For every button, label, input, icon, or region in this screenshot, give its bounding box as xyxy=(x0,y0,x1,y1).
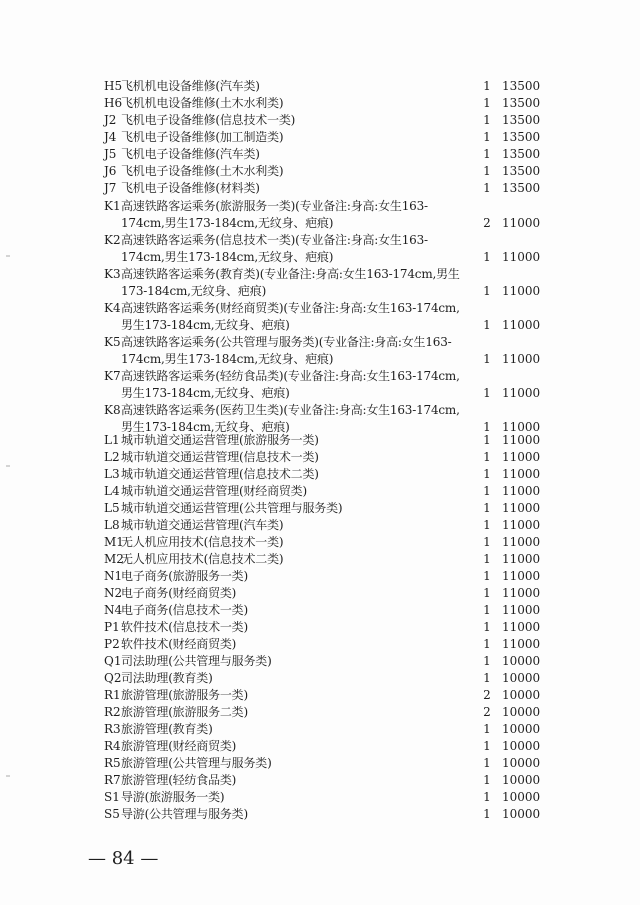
tuition-fee: 11000 xyxy=(502,433,541,447)
tuition-fee: 10000 xyxy=(502,756,541,770)
tuition-fee: 10000 xyxy=(502,705,541,719)
major-code: J4 xyxy=(104,130,117,144)
major-code: M2 xyxy=(104,552,124,566)
plan-count: 1 xyxy=(483,654,491,668)
table-row xyxy=(0,112,640,129)
major-name: 软件技术(信息技术一类) xyxy=(121,620,248,634)
major-code: J5 xyxy=(104,147,117,161)
major-code: R1 xyxy=(104,688,121,702)
plan-count: 1 xyxy=(483,352,491,366)
major-name: 司法助理(公共管理与服务类) xyxy=(121,654,272,668)
tuition-fee: 11000 xyxy=(502,586,541,600)
tuition-fee: 10000 xyxy=(502,654,541,668)
plan-count: 1 xyxy=(483,756,491,770)
major-name: 电子商务(信息技术一类) xyxy=(121,603,248,617)
major-name: 高速铁路客运乘务(信息技术一类)(专业备注:身高:女生163-174cm,男生173-184cm,无纹身、疤痕) xyxy=(121,233,428,264)
tuition-fee: 11000 xyxy=(502,535,541,549)
table-row xyxy=(0,619,640,636)
plan-count: 1 xyxy=(483,467,491,481)
plan-count: 1 xyxy=(483,620,491,634)
tuition-fee: 10000 xyxy=(502,688,541,702)
plan-count: 1 xyxy=(483,807,491,821)
major-code: R2 xyxy=(104,705,121,719)
major-code: Q1 xyxy=(104,654,122,668)
table-row xyxy=(0,670,640,687)
plan-count: 1 xyxy=(483,318,491,332)
tuition-fee: 11000 xyxy=(502,484,541,498)
major-name: 飞机电子设备维修(汽车类) xyxy=(121,147,260,161)
plan-count: 2 xyxy=(483,216,491,230)
tuition-fee: 11000 xyxy=(502,518,541,532)
plan-count: 1 xyxy=(483,569,491,583)
table-row xyxy=(0,78,640,95)
plan-count: 1 xyxy=(483,181,491,195)
plan-count: 2 xyxy=(483,688,491,702)
major-code: P1 xyxy=(104,620,120,634)
tuition-fee: 10000 xyxy=(502,739,541,753)
table-row xyxy=(0,402,640,436)
table-row xyxy=(0,534,640,551)
tuition-fee: 13500 xyxy=(502,79,541,93)
major-name: 无人机应用技术(信息技术二类) xyxy=(121,552,284,566)
major-code: R4 xyxy=(104,739,121,753)
major-code: N1 xyxy=(104,569,123,583)
table-row xyxy=(0,368,640,402)
tuition-fee: 11000 xyxy=(502,284,541,298)
major-code: J6 xyxy=(104,164,117,178)
major-code: S1 xyxy=(104,790,120,804)
plan-count: 1 xyxy=(483,637,491,651)
major-name: 城市轨道交通运营管理(信息技术一类) xyxy=(121,450,319,464)
major-name: 旅游管理(旅游服务一类) xyxy=(121,688,248,702)
table-row xyxy=(0,500,640,517)
table-row xyxy=(0,232,640,266)
tuition-fee: 10000 xyxy=(502,807,541,821)
major-name: 旅游管理(轻纺食品类) xyxy=(121,773,237,787)
tuition-fee: 11000 xyxy=(502,620,541,634)
table-row xyxy=(0,334,640,368)
table-row xyxy=(0,602,640,619)
plan-count: 1 xyxy=(483,773,491,787)
major-code: P2 xyxy=(104,637,120,651)
table-row xyxy=(0,755,640,772)
major-code: R5 xyxy=(104,756,121,770)
major-name: 电子商务(财经商贸类) xyxy=(121,586,237,600)
major-name: 高速铁路客运乘务(旅游服务一类)(专业备注:身高:女生163-174cm,男生173-184cm,无纹身、疤痕) xyxy=(121,199,428,230)
plan-count: 1 xyxy=(483,535,491,549)
major-code: K1 xyxy=(104,199,121,213)
tuition-fee: 11000 xyxy=(502,420,541,434)
plan-count: 1 xyxy=(483,722,491,736)
tuition-fee: 11000 xyxy=(502,603,541,617)
major-code: N4 xyxy=(104,603,123,617)
plan-count: 1 xyxy=(483,586,491,600)
major-code: L2 xyxy=(104,450,120,464)
major-name: 软件技术(财经商贸类) xyxy=(121,637,237,651)
major-code: Q2 xyxy=(104,671,122,685)
major-code: J2 xyxy=(104,113,117,127)
page-number: — 84 — xyxy=(88,848,159,869)
table-row xyxy=(0,432,640,449)
table-row xyxy=(0,772,640,789)
tuition-fee: 13500 xyxy=(502,130,541,144)
major-name: 高速铁路客运乘务(医药卫生类)(专业备注:身高:女生163-174cm,男生173-184cm,无纹身、疤痕) xyxy=(121,403,460,434)
table-row xyxy=(0,585,640,602)
tuition-fee: 11000 xyxy=(502,352,541,366)
major-name: 高速铁路客运乘务(教育类)(专业备注:身高:女生163-174cm,男生173-184cm,无纹身、疤痕) xyxy=(121,267,460,298)
table-row xyxy=(0,95,640,112)
major-code: K5 xyxy=(104,335,121,349)
plan-count: 1 xyxy=(483,284,491,298)
major-code: H5 xyxy=(104,79,123,93)
table-row xyxy=(0,180,640,197)
tuition-fee: 13500 xyxy=(502,113,541,127)
plan-count: 1 xyxy=(483,739,491,753)
plan-count: 1 xyxy=(483,96,491,110)
table-row xyxy=(0,300,640,334)
major-name: 导游(旅游服务一类) xyxy=(121,790,225,804)
major-code: N2 xyxy=(104,586,123,600)
major-name: 城市轨道交通运营管理(汽车类) xyxy=(121,518,284,532)
major-name: 高速铁路客运乘务(公共管理与服务类)(专业备注:身高:女生163-174cm,男生173-184cm,无纹身、疤痕) xyxy=(121,335,452,366)
tuition-fee: 11000 xyxy=(502,318,541,332)
table-row xyxy=(0,738,640,755)
major-code: L1 xyxy=(104,433,120,447)
plan-count: 1 xyxy=(483,147,491,161)
major-name: 旅游管理(公共管理与服务类) xyxy=(121,756,272,770)
tuition-fee: 11000 xyxy=(502,569,541,583)
table-row xyxy=(0,483,640,500)
plan-count: 1 xyxy=(483,113,491,127)
tuition-fee: 13500 xyxy=(502,96,541,110)
major-name: 旅游管理(旅游服务二类) xyxy=(121,705,248,719)
table-row xyxy=(0,146,640,163)
tuition-fee: 11000 xyxy=(502,467,541,481)
table-row xyxy=(0,129,640,146)
major-name: 旅游管理(教育类) xyxy=(121,722,213,736)
table-row xyxy=(0,721,640,738)
plan-count: 1 xyxy=(483,790,491,804)
major-name: 飞机电子设备维修(加工制造类) xyxy=(121,130,284,144)
tuition-fee: 11000 xyxy=(502,552,541,566)
major-name: 飞机机电设备维修(土木水利类) xyxy=(121,96,284,110)
tuition-fee: 11000 xyxy=(502,501,541,515)
plan-count: 1 xyxy=(483,130,491,144)
plan-count: 1 xyxy=(483,603,491,617)
tuition-fee: 10000 xyxy=(502,790,541,804)
tuition-fee: 11000 xyxy=(502,250,541,264)
plan-count: 1 xyxy=(483,250,491,264)
plan-count: 1 xyxy=(483,671,491,685)
major-code: J7 xyxy=(104,181,117,195)
plan-count: 1 xyxy=(483,501,491,515)
major-name: 城市轨道交通运营管理(旅游服务一类) xyxy=(121,433,319,447)
tuition-fee: 11000 xyxy=(502,216,541,230)
table-row xyxy=(0,449,640,466)
plan-count: 1 xyxy=(483,420,491,434)
major-code: K4 xyxy=(104,301,121,315)
table-row xyxy=(0,636,640,653)
plan-count: 1 xyxy=(483,552,491,566)
plan-count: 1 xyxy=(483,484,491,498)
major-name: 司法助理(教育类) xyxy=(121,671,213,685)
major-code: K8 xyxy=(104,403,121,417)
plan-count: 1 xyxy=(483,518,491,532)
tuition-fee: 13500 xyxy=(502,164,541,178)
table-row xyxy=(0,517,640,534)
tuition-fee: 11000 xyxy=(502,450,541,464)
tuition-fee: 10000 xyxy=(502,722,541,736)
table-row xyxy=(0,704,640,721)
plan-count: 2 xyxy=(483,705,491,719)
major-code: K3 xyxy=(104,267,121,281)
major-code: R7 xyxy=(104,773,121,787)
major-code: H6 xyxy=(104,96,123,110)
tuition-fee: 10000 xyxy=(502,773,541,787)
major-name: 飞机电子设备维修(信息技术一类) xyxy=(121,113,296,127)
major-code: K7 xyxy=(104,369,121,383)
table-row xyxy=(0,266,640,300)
major-code: M1 xyxy=(104,535,124,549)
tuition-fee: 11000 xyxy=(502,386,541,400)
major-code: L8 xyxy=(104,518,120,532)
plan-count: 1 xyxy=(483,79,491,93)
table-row xyxy=(0,198,640,232)
major-code: R3 xyxy=(104,722,121,736)
major-code: K2 xyxy=(104,233,121,247)
tuition-fee: 13500 xyxy=(502,181,541,195)
major-name: 旅游管理(财经商贸类) xyxy=(121,739,237,753)
major-name: 飞机机电设备维修(汽车类) xyxy=(121,79,260,93)
major-code: L3 xyxy=(104,467,120,481)
major-name: 导游(公共管理与服务类) xyxy=(121,807,248,821)
table-row xyxy=(0,806,640,823)
plan-count: 1 xyxy=(483,164,491,178)
major-name: 城市轨道交通运营管理(财经商贸类) xyxy=(121,484,307,498)
table-row xyxy=(0,466,640,483)
major-name: 飞机电子设备维修(材料类) xyxy=(121,181,260,195)
major-code: S5 xyxy=(104,807,120,821)
table-row xyxy=(0,163,640,180)
major-name: 电子商务(旅游服务一类) xyxy=(121,569,248,583)
major-name: 无人机应用技术(信息技术一类) xyxy=(121,535,284,549)
major-code: L5 xyxy=(104,501,120,515)
plan-count: 1 xyxy=(483,433,491,447)
table-row xyxy=(0,568,640,585)
major-name: 城市轨道交通运营管理(信息技术二类) xyxy=(121,467,319,481)
major-name: 高速铁路客运乘务(轻纺食品类)(专业备注:身高:女生163-174cm,男生173-184cm,无纹身、疤痕) xyxy=(121,369,460,400)
plan-count: 1 xyxy=(483,450,491,464)
tuition-fee: 13500 xyxy=(502,147,541,161)
tuition-fee: 11000 xyxy=(502,637,541,651)
major-name: 飞机电子设备维修(土木水利类) xyxy=(121,164,284,178)
tuition-fee: 10000 xyxy=(502,671,541,685)
table-row xyxy=(0,653,640,670)
plan-count: 1 xyxy=(483,386,491,400)
major-name: 高速铁路客运乘务(财经商贸类)(专业备注:身高:女生163-174cm,男生173-184cm,无纹身、疤痕) xyxy=(121,301,460,332)
table-row xyxy=(0,789,640,806)
table-row xyxy=(0,551,640,568)
table-row xyxy=(0,687,640,704)
major-code: L4 xyxy=(104,484,120,498)
major-name: 城市轨道交通运营管理(公共管理与服务类) xyxy=(121,501,343,515)
